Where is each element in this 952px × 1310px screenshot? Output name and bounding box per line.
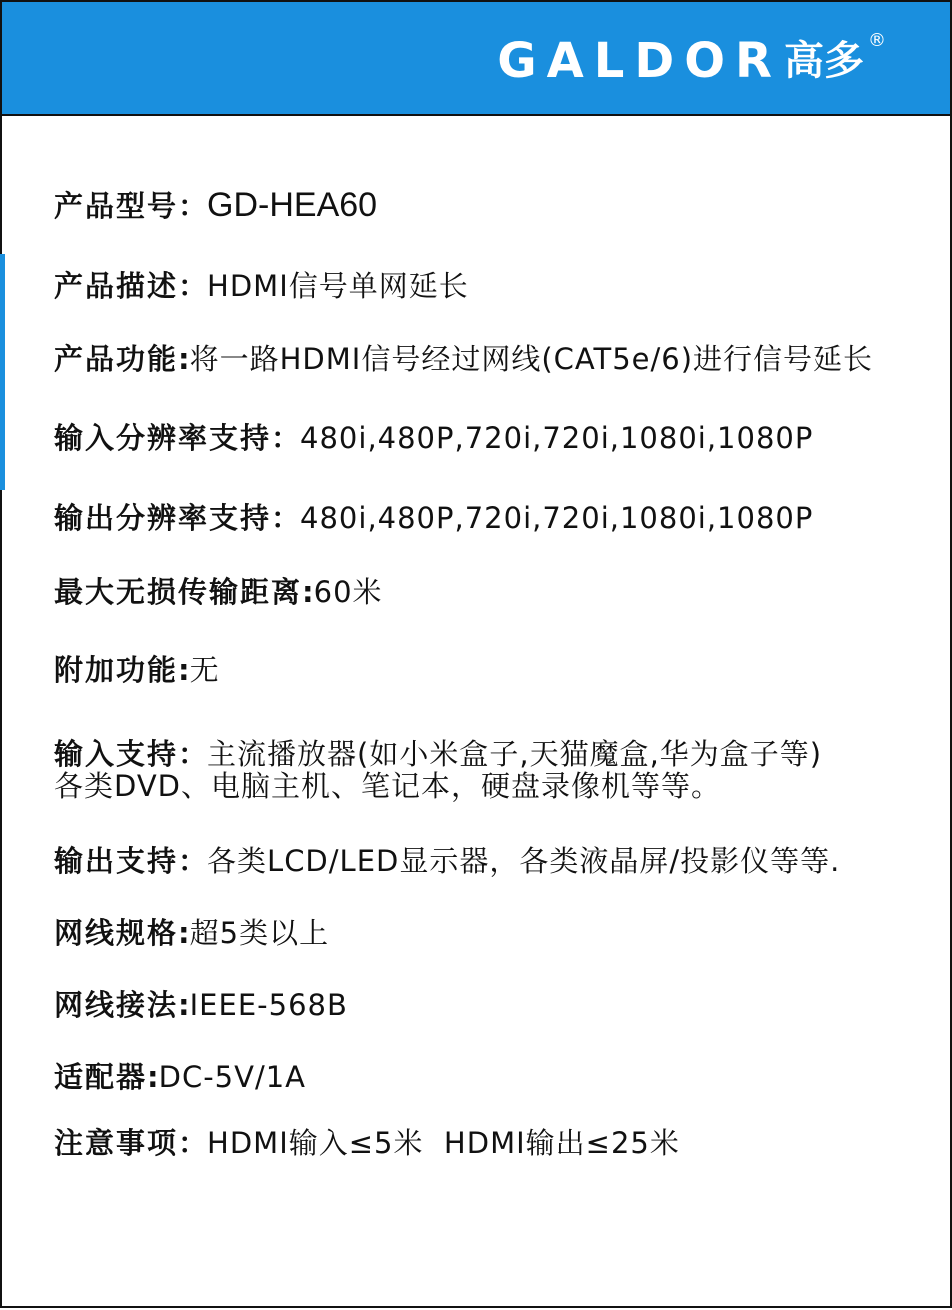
- spec-value: 主流播放器(如小米盒子,天猫魔盒,华为盒子等): [207, 737, 823, 771]
- spec-cable-wiring: [54, 989, 348, 1021]
- spec-label: 网线规格: [54, 916, 179, 950]
- spec-label: 附加功能: [54, 653, 179, 687]
- spec-label: 网线接法: [54, 988, 179, 1022]
- spec-input-support: [54, 738, 822, 802]
- spec-separator: ：: [178, 269, 208, 303]
- spec-list: [2, 2, 952, 1310]
- spec-value: 将一路HDMI信号经过网线(CAT5e/6)进行信号延长: [189, 342, 874, 376]
- spec-value: 超5类以上: [189, 916, 330, 950]
- registered-mark: ®: [868, 30, 886, 51]
- spec-model: [54, 186, 378, 224]
- spec-adapter: [54, 1061, 306, 1093]
- spec-max-distance: [54, 576, 383, 608]
- spec-value: 各类LCD/LED显示器，各类液晶屏/投影仪等等.: [207, 844, 841, 878]
- spec-separator: ：: [271, 421, 301, 455]
- spec-notes: [54, 1127, 680, 1159]
- spec-separator: ：: [178, 189, 208, 223]
- spec-value: DC-5V/1A: [158, 1060, 307, 1094]
- spec-description: [54, 270, 469, 302]
- spec-value: 480i,480P,720i,720i,1080i,1080P: [300, 421, 814, 455]
- spec-value: GD-HEA60: [207, 186, 378, 224]
- spec-output-resolution: [54, 502, 813, 534]
- spec-label: 产品描述: [54, 269, 179, 303]
- brand-name-latin: GALDOR: [497, 33, 782, 89]
- spec-input-resolution: [54, 422, 813, 454]
- spec-separator: :: [302, 575, 314, 609]
- spec-value: HDMI信号单网延长: [207, 269, 469, 303]
- spec-value-line2: 各类DVD、电脑主机、笔记本，硬盘录像机等等。: [54, 769, 721, 803]
- spec-label: 输出支持: [54, 844, 179, 878]
- spec-label: 适配器: [54, 1060, 148, 1094]
- spec-function: [54, 343, 873, 375]
- spec-separator: ：: [178, 844, 208, 878]
- spec-separator: :: [178, 342, 190, 376]
- spec-label: 产品功能: [54, 342, 179, 376]
- spec-label: 输入分辨率支持: [54, 421, 272, 455]
- spec-separator: :: [147, 1060, 159, 1094]
- spec-output-support: [54, 845, 840, 877]
- spec-value: 60米: [313, 575, 383, 609]
- spec-separator: :: [178, 988, 190, 1022]
- spec-separator: ：: [178, 1126, 208, 1160]
- spec-separator: :: [178, 916, 190, 950]
- spec-value: HDMI输入≤5米 HDMI输出≤25米: [207, 1126, 680, 1160]
- spec-separator: ：: [271, 501, 301, 535]
- spec-cable-grade: [54, 917, 329, 949]
- spec-value: 480i,480P,720i,720i,1080i,1080P: [300, 501, 814, 535]
- spec-value: IEEE-568B: [189, 988, 348, 1022]
- spec-extra-function: [54, 654, 220, 686]
- spec-separator: :: [178, 653, 190, 687]
- spec-label: 输出分辨率支持: [54, 501, 272, 535]
- brand-name-cjk: 高多: [784, 38, 864, 84]
- spec-separator: ：: [178, 737, 208, 771]
- spec-label: 最大无损传输距离: [54, 575, 303, 609]
- spec-label: 注意事项: [54, 1126, 179, 1160]
- spec-label: 输入支持: [54, 737, 179, 771]
- spec-label: 产品型号: [54, 189, 179, 223]
- spec-value: 无: [189, 653, 220, 687]
